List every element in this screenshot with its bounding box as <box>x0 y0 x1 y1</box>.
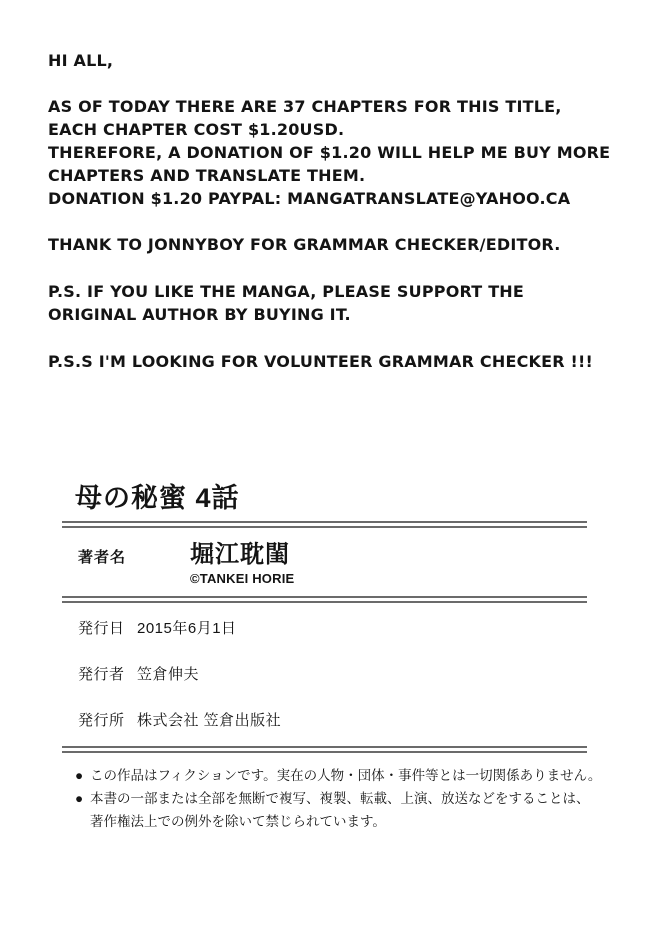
note-line <box>75 810 587 833</box>
author-row <box>62 542 587 590</box>
colophon-title: 母の秘蜜 4話 <box>75 483 240 513</box>
credit-line: CHAPTERS AND TRANSLATE THEM. <box>48 166 366 185</box>
author-name: 堀江耽閨 <box>190 541 290 568</box>
credit-line: THEREFORE, A DONATION OF $1.20 WILL HELP ME BUY MORE <box>48 143 611 162</box>
ps-paragraph <box>48 280 610 326</box>
note-line <box>75 764 602 787</box>
row-value: 株式会社 笠倉出版社 <box>137 712 282 729</box>
double-rule <box>62 596 587 603</box>
credit-line: P.S.S I'M LOOKING FOR VOLUNTEER GRAMMAR CHECKER !!! <box>48 352 594 371</box>
note-line <box>75 787 590 810</box>
author-copyright: ©TANKEI HORIE <box>190 571 295 586</box>
pss-paragraph <box>48 350 610 373</box>
row-label: 発行日 <box>78 620 125 637</box>
colophon-section <box>62 483 602 833</box>
credit-line: THANK TO JONNYBOY FOR GRAMMAR CHECKER/EDITOR. <box>48 235 561 254</box>
double-rule <box>62 521 587 528</box>
publication-rows <box>62 617 587 730</box>
row-label: 発行所 <box>78 712 125 729</box>
bullet-spacer <box>75 810 90 833</box>
row-label: 発行者 <box>78 666 125 683</box>
row-value: 2015年6月1日 <box>137 620 237 637</box>
note-text: 本書の一部または全部を無断で複写、複製、転載、上演、放送などをすることは、 <box>90 791 590 806</box>
bullet-icon: ● <box>75 791 84 806</box>
credit-line: AS OF TODAY THERE ARE 37 CHAPTERS FOR THIS TITLE, <box>48 97 562 116</box>
author-label: 著者名 <box>78 549 127 566</box>
legal-notes <box>62 764 602 833</box>
bullet-icon: ● <box>75 768 84 783</box>
double-rule <box>62 746 587 753</box>
author-block <box>190 542 294 586</box>
publication-row-date <box>62 617 587 638</box>
credit-line: EACH CHAPTER COST $1.20USD. <box>48 120 345 139</box>
translator-note <box>48 49 610 396</box>
credit-line: HI ALL, <box>48 51 114 70</box>
credit-line-paypal-email: DONATION $1.20 PAYPAL: MANGATRANSLATE@YAHOO.CA <box>48 189 571 208</box>
publication-row-publisher <box>62 663 587 684</box>
row-value: 笠倉伸夫 <box>137 666 200 683</box>
greeting-paragraph <box>48 49 610 72</box>
credit-line: ORIGINAL AUTHOR BY BUYING IT. <box>48 305 351 324</box>
thanks-paragraph <box>48 233 610 256</box>
credit-line: P.S. IF YOU LIKE THE MANGA, PLEASE SUPPORT THE <box>48 282 525 301</box>
donation-paragraph <box>48 95 610 210</box>
note-text: 著作権法上での例外を除いて禁じられています。 <box>90 814 386 829</box>
publication-row-publishing-house <box>62 709 587 730</box>
note-text: この作品はフィクションです。実在の人物・団体・事件等とは一切関係ありません。 <box>90 768 602 783</box>
